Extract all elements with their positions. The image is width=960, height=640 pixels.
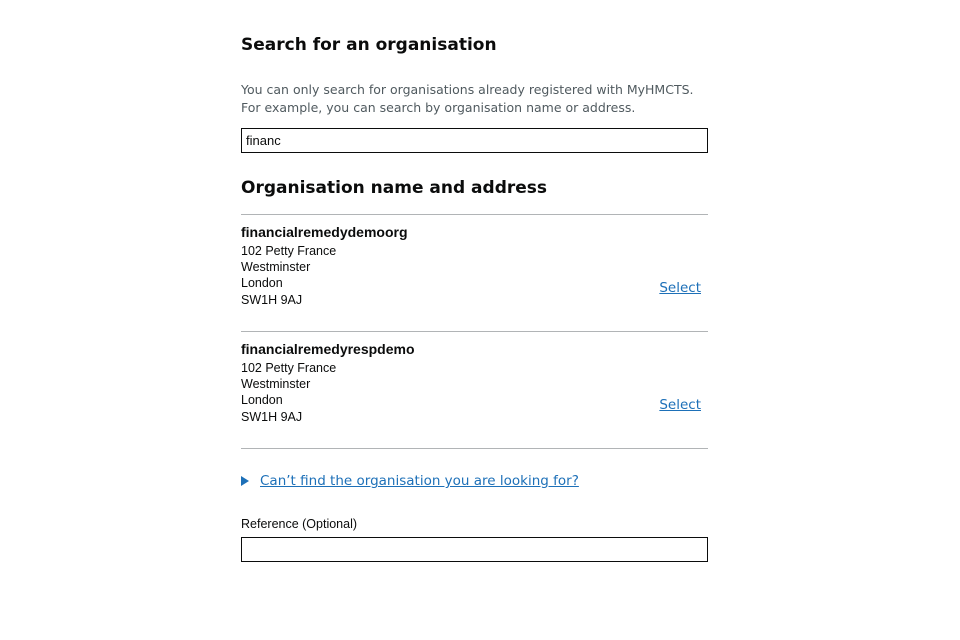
caret-right-icon[interactable] bbox=[241, 476, 249, 486]
table-row bbox=[241, 332, 708, 449]
address-line: Westminster bbox=[241, 377, 311, 392]
cant-find-link[interactable]: Can’t find the organisation you are looking for? bbox=[260, 473, 579, 489]
results-list bbox=[241, 214, 708, 449]
organisation-name: financialremedyrespdemo bbox=[241, 341, 415, 357]
search-input[interactable] bbox=[241, 128, 708, 153]
address-line: London bbox=[241, 393, 283, 408]
address-line: 102 Petty France bbox=[241, 361, 337, 375]
address-line: Westminster bbox=[241, 260, 311, 275]
table-row bbox=[241, 215, 708, 332]
search-hint: You can only search for organisations already registered with MyHMCTS. For example, you can search by organisation name or address. bbox=[241, 82, 694, 115]
organisation-search-form bbox=[241, 34, 708, 562]
select-link[interactable]: Select bbox=[659, 280, 701, 296]
address-line: London bbox=[241, 276, 283, 291]
page-title: Search for an organisation bbox=[241, 35, 497, 55]
address-line: SW1H 9AJ bbox=[241, 409, 303, 424]
cant-find-details[interactable] bbox=[241, 473, 708, 489]
address-line: SW1H 9AJ bbox=[241, 292, 303, 307]
select-link[interactable]: Select bbox=[659, 397, 701, 413]
reference-input[interactable] bbox=[241, 537, 708, 562]
address-line: 102 Petty France bbox=[241, 244, 337, 258]
reference-label: Reference (Optional) bbox=[241, 517, 358, 531]
organisation-name: financialremedydemoorg bbox=[241, 224, 408, 240]
results-heading: Organisation name and address bbox=[241, 178, 548, 198]
